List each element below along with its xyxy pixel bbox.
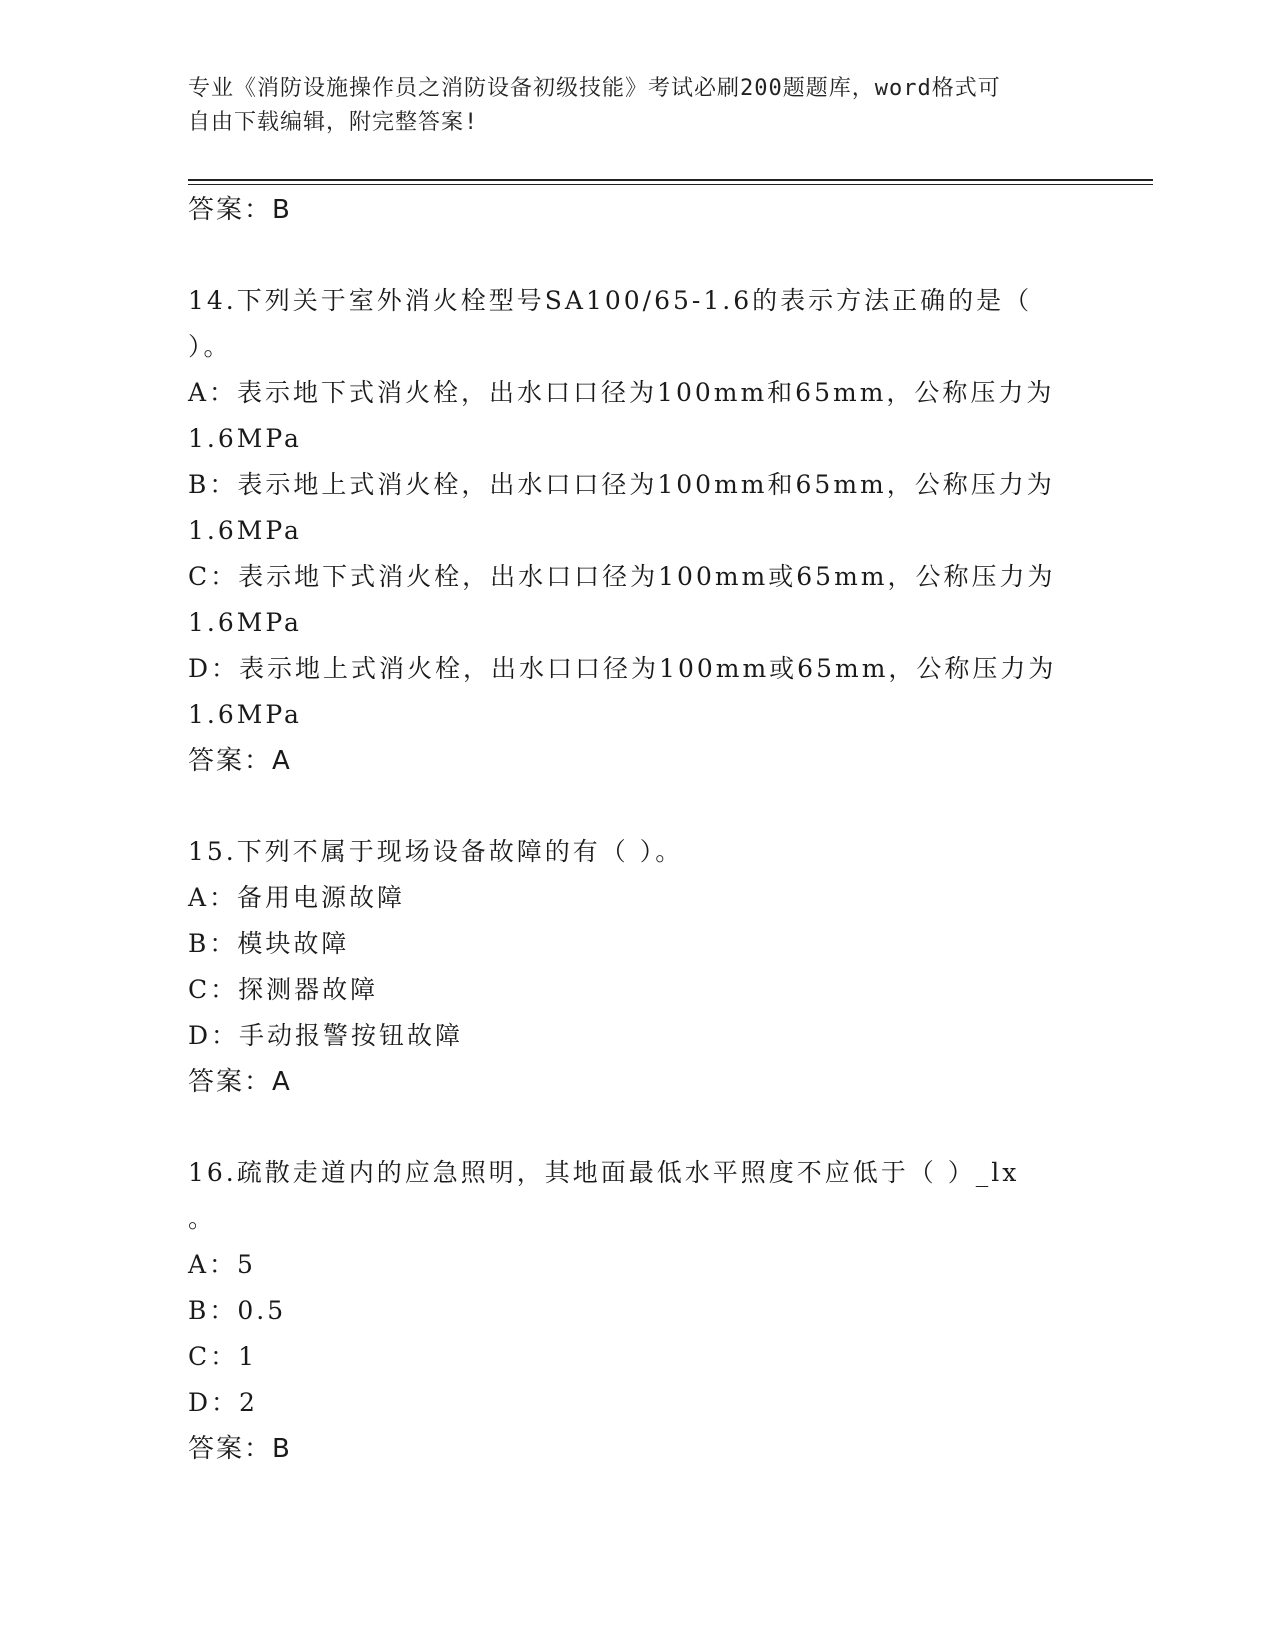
option-d: D：表示地上式消火栓，出水口口径为100mm或65mm，公称压力为 <box>188 654 1057 683</box>
document-header <box>188 72 1068 140</box>
question-stem: 15.下列不属于现场设备故障的有（ ）。 <box>188 837 684 866</box>
question-stem: 16.疏散走道内的应急照明，其地面最低水平照度不应低于（ ）_lx <box>188 1158 1020 1187</box>
option-b: B：模块故障 <box>188 929 350 958</box>
question-16 <box>188 1150 1088 1472</box>
spacer <box>188 233 1088 278</box>
option-a: A：备用电源故障 <box>188 883 406 912</box>
option-a: A：5 <box>188 1250 256 1279</box>
question-15 <box>188 829 1088 1105</box>
question-stem-cont: 。 <box>188 1204 217 1233</box>
option-b-cont: 1.6MPa <box>188 516 302 545</box>
document-body <box>188 187 1088 1472</box>
option-b: B：0.5 <box>188 1296 287 1325</box>
spacer <box>188 784 1088 829</box>
answer: 答案：A <box>188 746 292 776</box>
option-a-cont: 1.6MPa <box>188 424 302 453</box>
question-stem: 14.下列关于室外消火栓型号SA100/65-1.6的表示方法正确的是（ <box>188 286 1033 315</box>
answer-previous: 答案：B <box>188 195 292 225</box>
option-b: B：表示地上式消火栓，出水口口径为100mm和65mm，公称压力为 <box>188 470 1055 499</box>
header-line-1: 专业《消防设施操作员之消防设备初级技能》考试必刷200题题库，word格式可 <box>188 76 1001 101</box>
question-stem-cont: ）。 <box>188 332 232 361</box>
header-line-2: 自由下载编辑，附完整答案! <box>188 110 479 135</box>
answer: 答案：B <box>188 1434 292 1464</box>
option-c: C：1 <box>188 1342 258 1371</box>
option-c: C：探测器故障 <box>188 975 379 1004</box>
header-divider <box>188 179 1153 181</box>
option-a: A：表示地下式消火栓，出水口口径为100mm和65mm，公称压力为 <box>188 378 1055 407</box>
header-divider-thin <box>188 184 1153 185</box>
option-c-cont: 1.6MPa <box>188 608 302 637</box>
option-d: D：2 <box>188 1388 258 1417</box>
answer: 答案：A <box>188 1067 292 1097</box>
option-d-cont: 1.6MPa <box>188 700 302 729</box>
option-d: D：手动报警按钮故障 <box>188 1021 464 1050</box>
spacer <box>188 1105 1088 1150</box>
question-14 <box>188 278 1088 784</box>
option-c: C：表示地下式消火栓，出水口口径为100mm或65mm，公称压力为 <box>188 562 1056 591</box>
